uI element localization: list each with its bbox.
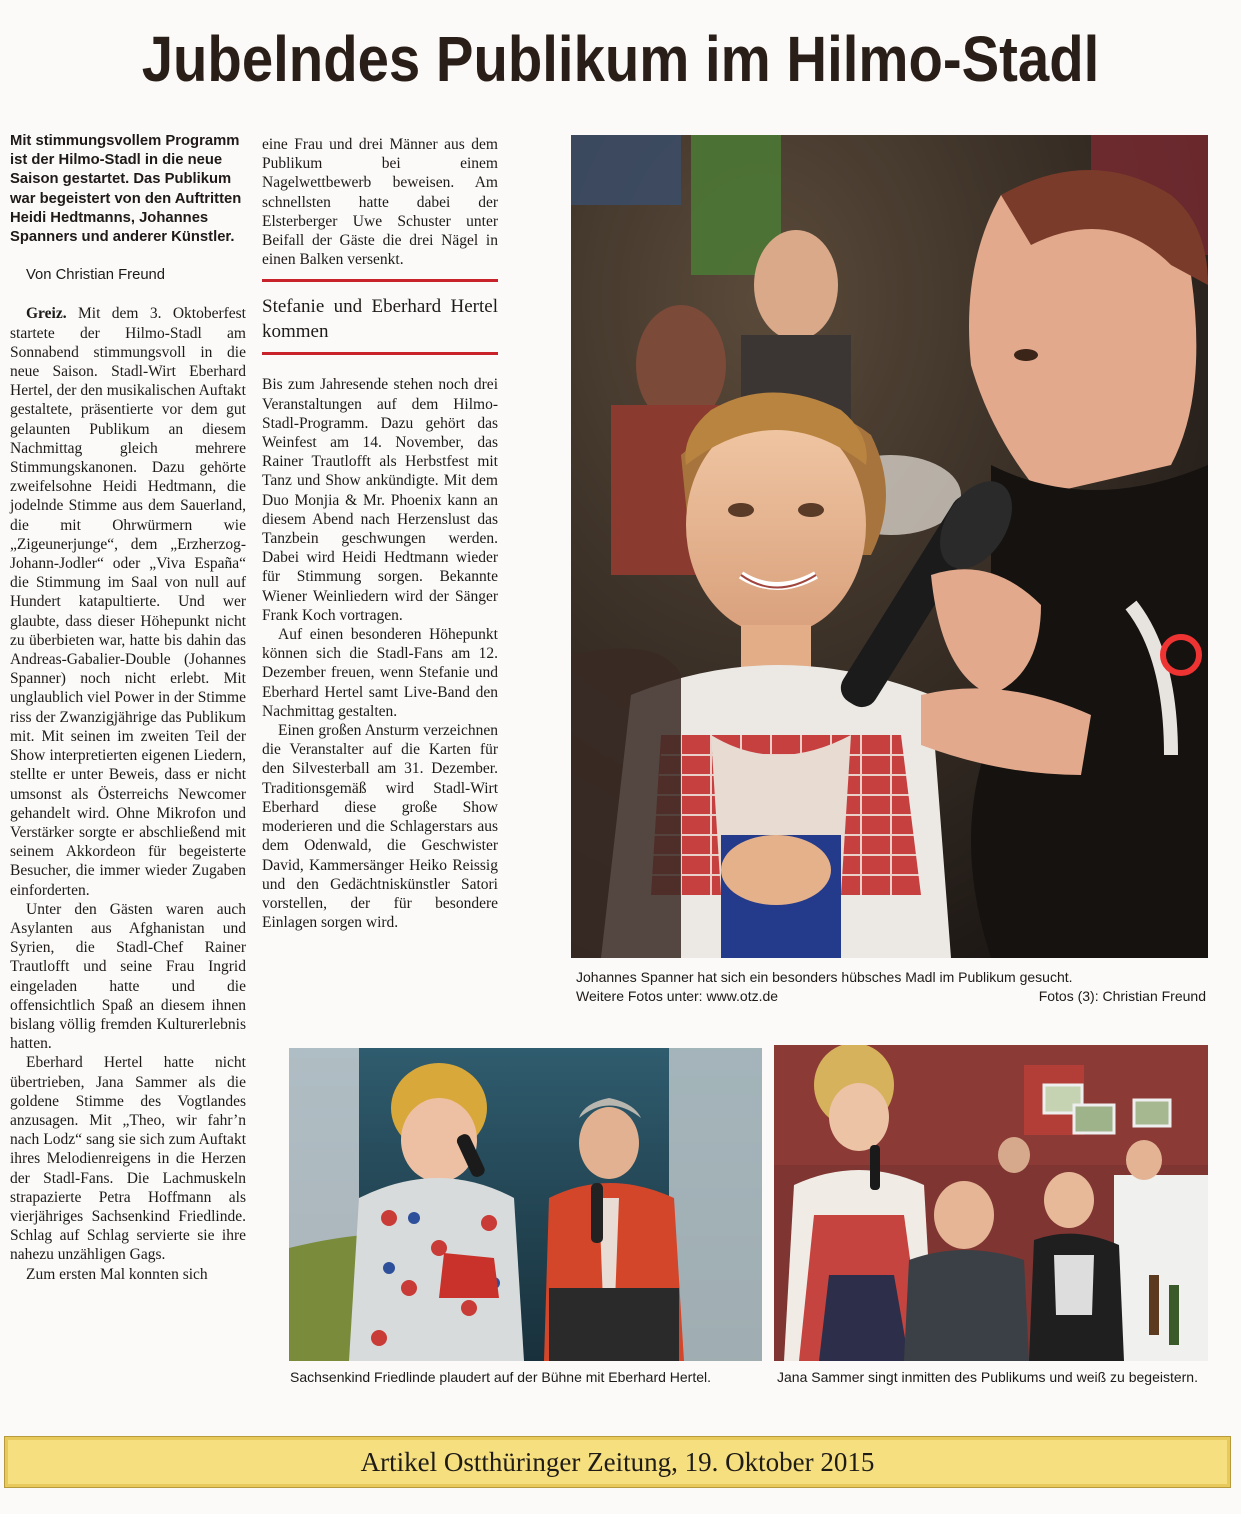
article-headline: Jubelndes Publikum im Hilmo-Stadl bbox=[141, 23, 1100, 95]
stage-photo bbox=[289, 1048, 762, 1361]
body-paragraph: eine Frau und drei Männer aus dem Publikum bei einem Nagelwettbewerb beweisen. Am schnellsten hatte dabei der Elsterberger Uwe Schuster unter Beifall der Gäste die drei Nägel in einen Balken versenkt. bbox=[262, 136, 498, 269]
dateline: Greiz. bbox=[26, 305, 67, 323]
section-divider bbox=[262, 352, 498, 355]
source-footer-text: Artikel Ostthüringer Zeitung, 19. Oktober 2015 bbox=[360, 1447, 875, 1477]
caption-line-1: Johannes Spanner hat sich ein besonders hübsches Madl im Publikum gesucht. bbox=[576, 969, 1073, 985]
body-paragraph: Einen großen Ansturm verzeichnen die Veranstalter auf die Karten für den Silvesterball am 31. Dezember. Traditionsgemäß wird Stadl-Wirt Eberhard diese große Show moderieren und die Schlagerstars aus dem Odenwald, die Geschwister David, Kammersänger Heiko Reissig und den Gedächtniskünstler Satori vorstellen, der für besondere Einlagen sorgen wird. bbox=[262, 722, 498, 932]
body-paragraph: Auf einen besonderen Höhepunkt können sich die Stadl-Fans am 12. Dezember freuen, wenn Stefanie und Eberhard Hertel samt Live-Band den Nachmittag gestalten. bbox=[262, 626, 498, 720]
stage-photo-caption: Sachsenkind Friedlinde plaudert auf der Bühne mit Eberhard Hertel. bbox=[290, 1369, 712, 1385]
body-paragraph bbox=[10, 304, 246, 899]
section-divider bbox=[262, 279, 498, 282]
subheading: Stefanie und Eberhard Hertel kommen bbox=[262, 296, 498, 343]
main-photo-caption bbox=[576, 968, 1216, 1006]
main-photo bbox=[571, 135, 1208, 958]
body-paragraph: Eberhard Hertel hatte nicht übertrieben, Jana Sammer als die goldene Stimme des Vogtlandes anzusagen. Mit „Theo, wir fahr’n nach Lodz“ sang sie sich zum Auftakt ihres Melodienreigens in die Herzen der Stadl-Fans. Die Lachmuskeln strapazierte Petra Hoffmann als vierjähriges Sachsenkind Friedlinde. Schlag auf Schlag servierte sie ihre nahezu unzähligen Gags. bbox=[10, 1054, 246, 1264]
caption-line-2-row bbox=[576, 987, 1216, 1006]
body-paragraph: Unter den Gästen waren auch Asylanten aus Afghanistan und Syrien, die Stadl-Chef Rainer Trautlofft und seine Frau Ingrid eingeladen hatte und die offensichtlich Spaß an diesem ihnen bislang völlig fremden Kulturerlebnis hatten. bbox=[10, 900, 246, 1053]
lead-paragraph: Mit stimmungsvollem Programm ist der Hilmo-Stadl in die neue Saison gestartet. Das Publikum war begeistert von den Auftritten Heidi Hedtmanns, Johannes Spanners und anderer Künstler. bbox=[10, 133, 242, 246]
source-footer bbox=[4, 1436, 1231, 1488]
byline: Von Christian Freund bbox=[26, 267, 166, 284]
body-text: Mit dem 3. Oktoberfest startete der Hilmo-Stadl am Sonnabend stimmungsvoll in die neue Saison. Stadl-Wirt Eberhard Hertel, der den musikalischen Auftakt gestaltete, präsentierte vor dem gut gelaunten Publikum an diesem Nachmittag gleich mehrere Stimmungskanonen. Dazu gehörte zweifelsohne Heidi Hedtmann, die jodelnde Stimme aus dem Sauerland, die mit Ohrwürmern wie „Zigeunerjunge“, dem „Erzherzog-Johann-Jodler“ oder „Viva España“ die Stimmung im Saal von null auf Hundert katapultierte. Und wer glaubte, dass dieser Höhepunkt nicht zu überbieten war, hatte bis dahin das Andreas-Gabalier-Double (Johannes Spanner) noch nicht erlebt. Mit unglaublich viel Power in der Stimme riss der Zwanzigjährige das Publikum mit. Mit seinen im zweiten Teil der Show interpretierten eigenen Liedern, stellte er unter Beweis, dass er nicht umsonst als Österreichs Newcomer gehandelt wird. Ohne Mikrofon und Verstärker sorgte er abschließend mit seinem Akkordeon für begeisterte Besucher, die immer wieder Zugaben einforderten. bbox=[10, 305, 246, 899]
audience-photo-caption: Jana Sammer singt inmitten des Publikums und weiß zu begeistern. bbox=[777, 1369, 1198, 1385]
stage-photo-illustration bbox=[289, 1048, 762, 1361]
photo-credit: Fotos (3): Christian Freund bbox=[1038, 988, 1206, 1004]
audience-photo-illustration bbox=[774, 1045, 1208, 1361]
column-1 bbox=[10, 132, 246, 1284]
audience-photo bbox=[774, 1045, 1208, 1361]
body-paragraph: Bis zum Jahresende stehen noch drei Veranstaltungen auf dem Hilmo-Stadl-Programm. Dazu gehört das Weinfest am 14. November, das Rainer Trautlofft als Herbstfest mit Tanz und Show ankündigte. Mit dem Duo Monjia & Mr. Phoenix kann an diesem Abend nach Herzenslust das Tanzbein geschwungen werden. Dabei wird Heidi Hedtmann wieder für Stimmung sorgen. Bekannte Wiener Weinliedern wird der Sänger Frank Koch vortragen. bbox=[262, 376, 498, 624]
column-2 bbox=[262, 135, 498, 932]
photo-link-text: Weitere Fotos unter: www.otz.de bbox=[576, 988, 779, 1004]
main-photo-illustration bbox=[571, 135, 1208, 958]
body-paragraph: Zum ersten Mal konnten sich bbox=[26, 1265, 208, 1283]
